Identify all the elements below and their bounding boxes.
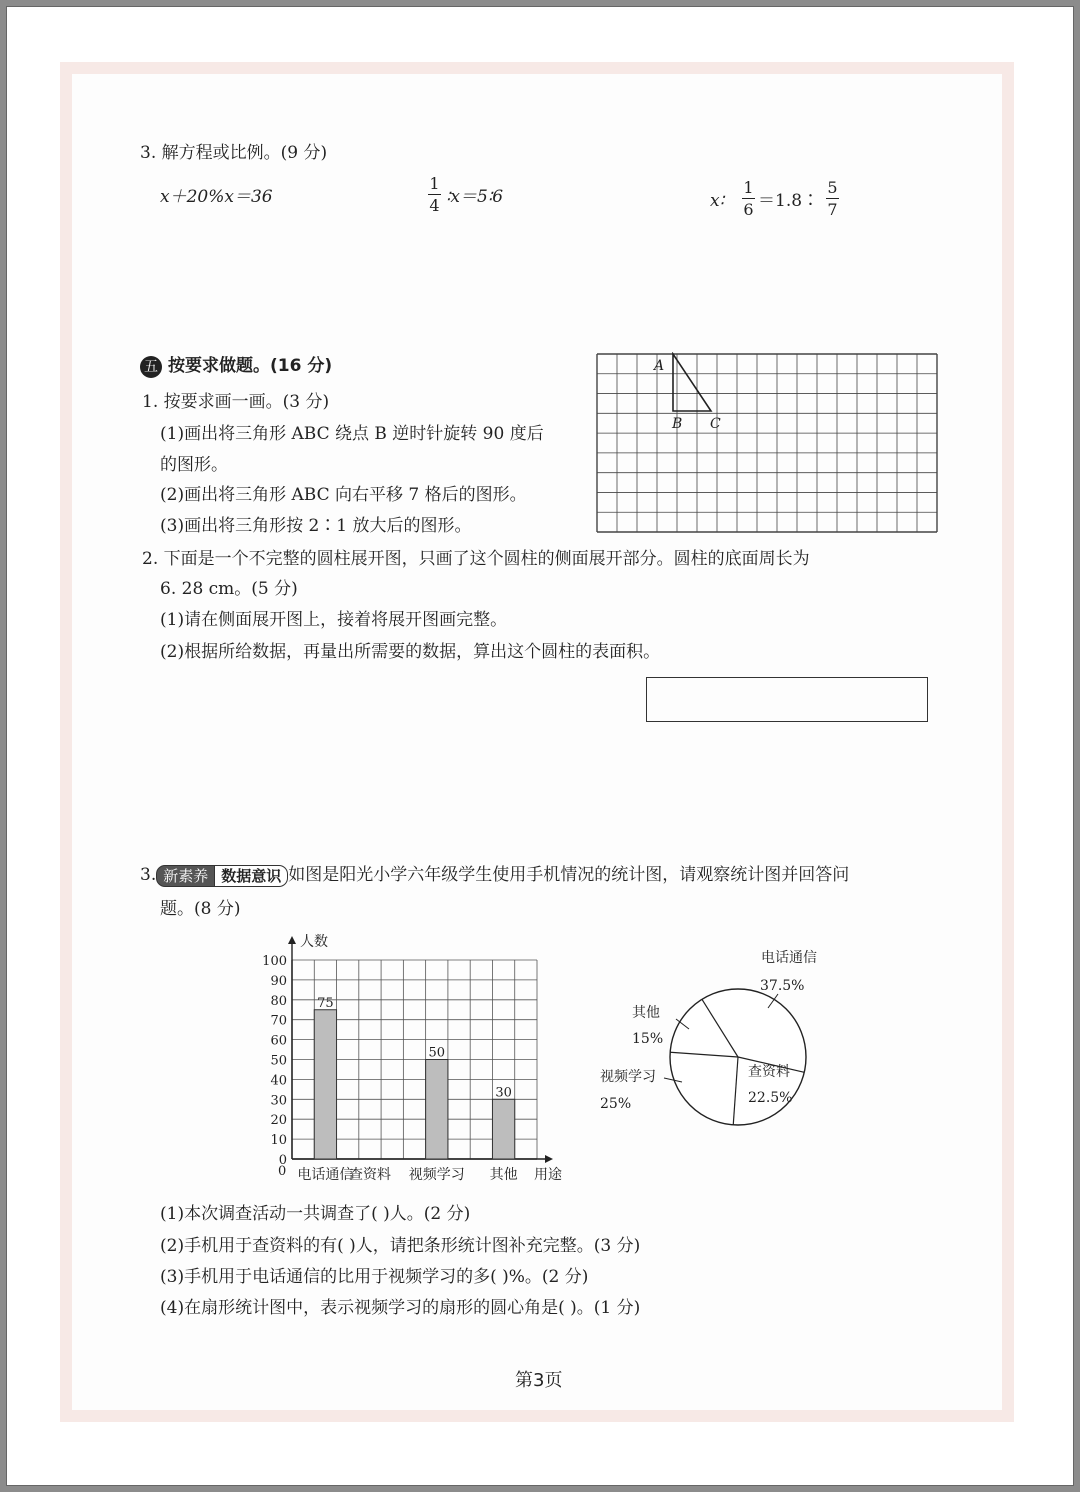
- origin-label: 0: [278, 1164, 287, 1179]
- section-5-heading: [140, 355, 332, 378]
- bar: [492, 1099, 514, 1159]
- y-tick-label: 40: [270, 1073, 287, 1089]
- bar: [426, 1060, 448, 1160]
- bar-chart-xlabel: 用途: [534, 1167, 562, 1183]
- bar-chart-ylabel: 人数: [300, 934, 328, 950]
- bar-chart-marks: [297, 996, 517, 1183]
- equation-1: x＋20%x＝36: [160, 187, 273, 207]
- y-axis-arrow: [288, 936, 296, 944]
- y-tick-label: 70: [270, 1013, 287, 1029]
- fraction-bar: [428, 194, 441, 195]
- y-tick-label: 50: [270, 1053, 287, 1069]
- y-tick-label: 60: [270, 1033, 287, 1049]
- equation-3-prefix: x∶: [710, 191, 725, 211]
- triangle-grid: [596, 352, 938, 534]
- q3-heading: [140, 864, 849, 887]
- q2-sub2: (2)根据所给数据，再量出所需要的数据，算出这个圆柱的表面积。: [160, 642, 661, 662]
- q3-sub1: (1)本次调查活动一共调查了( )人。(2 分): [160, 1204, 471, 1224]
- equation-3-fraction-1: [742, 178, 755, 219]
- eq2-denominator: 4: [429, 196, 440, 215]
- y-tick-label: 80: [270, 993, 287, 1009]
- q2-sub1: (1)请在侧面展开图上，接着将展开图画完整。: [160, 610, 508, 630]
- q1-sub2: (2)画出将三角形 ABC 向右平移 7 格后的图形。: [160, 485, 527, 505]
- equation-2-rest: ∶x＝5∶6: [446, 187, 504, 207]
- bar-data-label: 30: [495, 1085, 512, 1101]
- cylinder-lateral-rectangle: [646, 677, 928, 722]
- pie-slice-percent: 25%: [600, 1096, 632, 1112]
- eq3-numerator-1: 1: [743, 178, 754, 197]
- x-category-label: 电话通信: [297, 1167, 354, 1183]
- new-literacy-tag: 新素养: [156, 865, 215, 887]
- bar-data-label: 75: [317, 995, 334, 1011]
- q3-sub2: (2)手机用于查资料的有( )人，请把条形统计图补充完整。(3 分): [160, 1236, 641, 1256]
- pie-slice-percent: 37.5%: [760, 978, 805, 994]
- q3-text-cont: 题。(8 分): [160, 899, 241, 919]
- page-number: 第3页: [515, 1370, 563, 1391]
- equation-3-fraction-2: [826, 178, 839, 219]
- eq2-numerator: 1: [429, 174, 440, 193]
- y-tick-label: 20: [270, 1113, 287, 1129]
- x-category-label: 其他: [489, 1167, 518, 1183]
- eq3-denominator-1: 6: [743, 200, 754, 219]
- y-tick-label: 0: [278, 1153, 287, 1168]
- x-axis-arrow: [545, 1155, 553, 1163]
- bar-data-label: 50: [428, 1045, 446, 1061]
- y-tick-label: 30: [270, 1093, 287, 1109]
- bar: [314, 1010, 336, 1159]
- eq3-numerator-2: 5: [827, 178, 838, 197]
- x-category-label: 视频学习: [408, 1167, 465, 1183]
- q3-number: 3.: [140, 865, 157, 885]
- bar-chart: [252, 928, 582, 1188]
- q3-sub3: (3)手机用于电话通信的比用于视频学习的多( )%。(2 分): [160, 1267, 589, 1287]
- q1-sub1: (1)画出将三角形 ABC 绕点 B 逆时针旋转 90 度后: [160, 424, 544, 444]
- pie-slice-name: 电话通信: [761, 950, 817, 966]
- equation-3-mid: ＝1.8∶: [758, 191, 820, 211]
- pie-chart: [596, 940, 846, 1150]
- y-tick-label: 10: [270, 1133, 287, 1149]
- vertex-c-label: C: [710, 416, 721, 432]
- vertex-a-label: A: [654, 358, 665, 374]
- q1-sub1-cont: 的图形。: [160, 455, 228, 475]
- q2-heading: 2. 下面是一个不完整的圆柱展开图，只画了这个圆柱的侧面展开部分。圆柱的底面周长为: [142, 549, 810, 569]
- triangle-abc: [673, 354, 711, 411]
- y-tick-label: 100: [262, 954, 287, 969]
- fraction-bar: [826, 198, 839, 199]
- pie-slice-percent: 22.5%: [748, 1090, 793, 1106]
- pie-slice-name: 视频学习: [600, 1069, 656, 1085]
- q3-text: 如图是阳光小学六年级学生使用手机情况的统计图，请观察统计图并回答问: [288, 865, 850, 885]
- section-5-title: 按要求做题。(16 分): [168, 356, 333, 376]
- equation-2-fraction: [428, 174, 441, 215]
- eq3-denominator-2: 7: [827, 200, 838, 219]
- vertex-b-label: B: [672, 416, 683, 432]
- y-tick-label: 90: [270, 973, 287, 989]
- data-awareness-tag: 数据意识: [215, 865, 288, 887]
- pie-slice-percent: 15%: [632, 1031, 664, 1047]
- q2-heading-cont: 6. 28 cm。(5 分): [160, 579, 298, 599]
- q1-heading: 1. 按要求画一画。(3 分): [142, 392, 330, 412]
- q1-sub3: (3)画出将三角形按 2∶1 放大后的图形。: [160, 516, 472, 536]
- pie-slice-name: 其他: [632, 1005, 660, 1021]
- section-5-badge: 五: [140, 356, 162, 378]
- q3-solve-heading: 3. 解方程或比例。(9 分): [140, 143, 328, 163]
- grid-lines: [597, 354, 937, 532]
- x-category-label: 查资料: [348, 1167, 391, 1183]
- pie-slice-name: 查资料: [748, 1064, 790, 1080]
- q3-sub4: (4)在扇形统计图中，表示视频学习的扇形的圆心角是( )。(1 分): [160, 1298, 641, 1318]
- fraction-bar: [742, 198, 755, 199]
